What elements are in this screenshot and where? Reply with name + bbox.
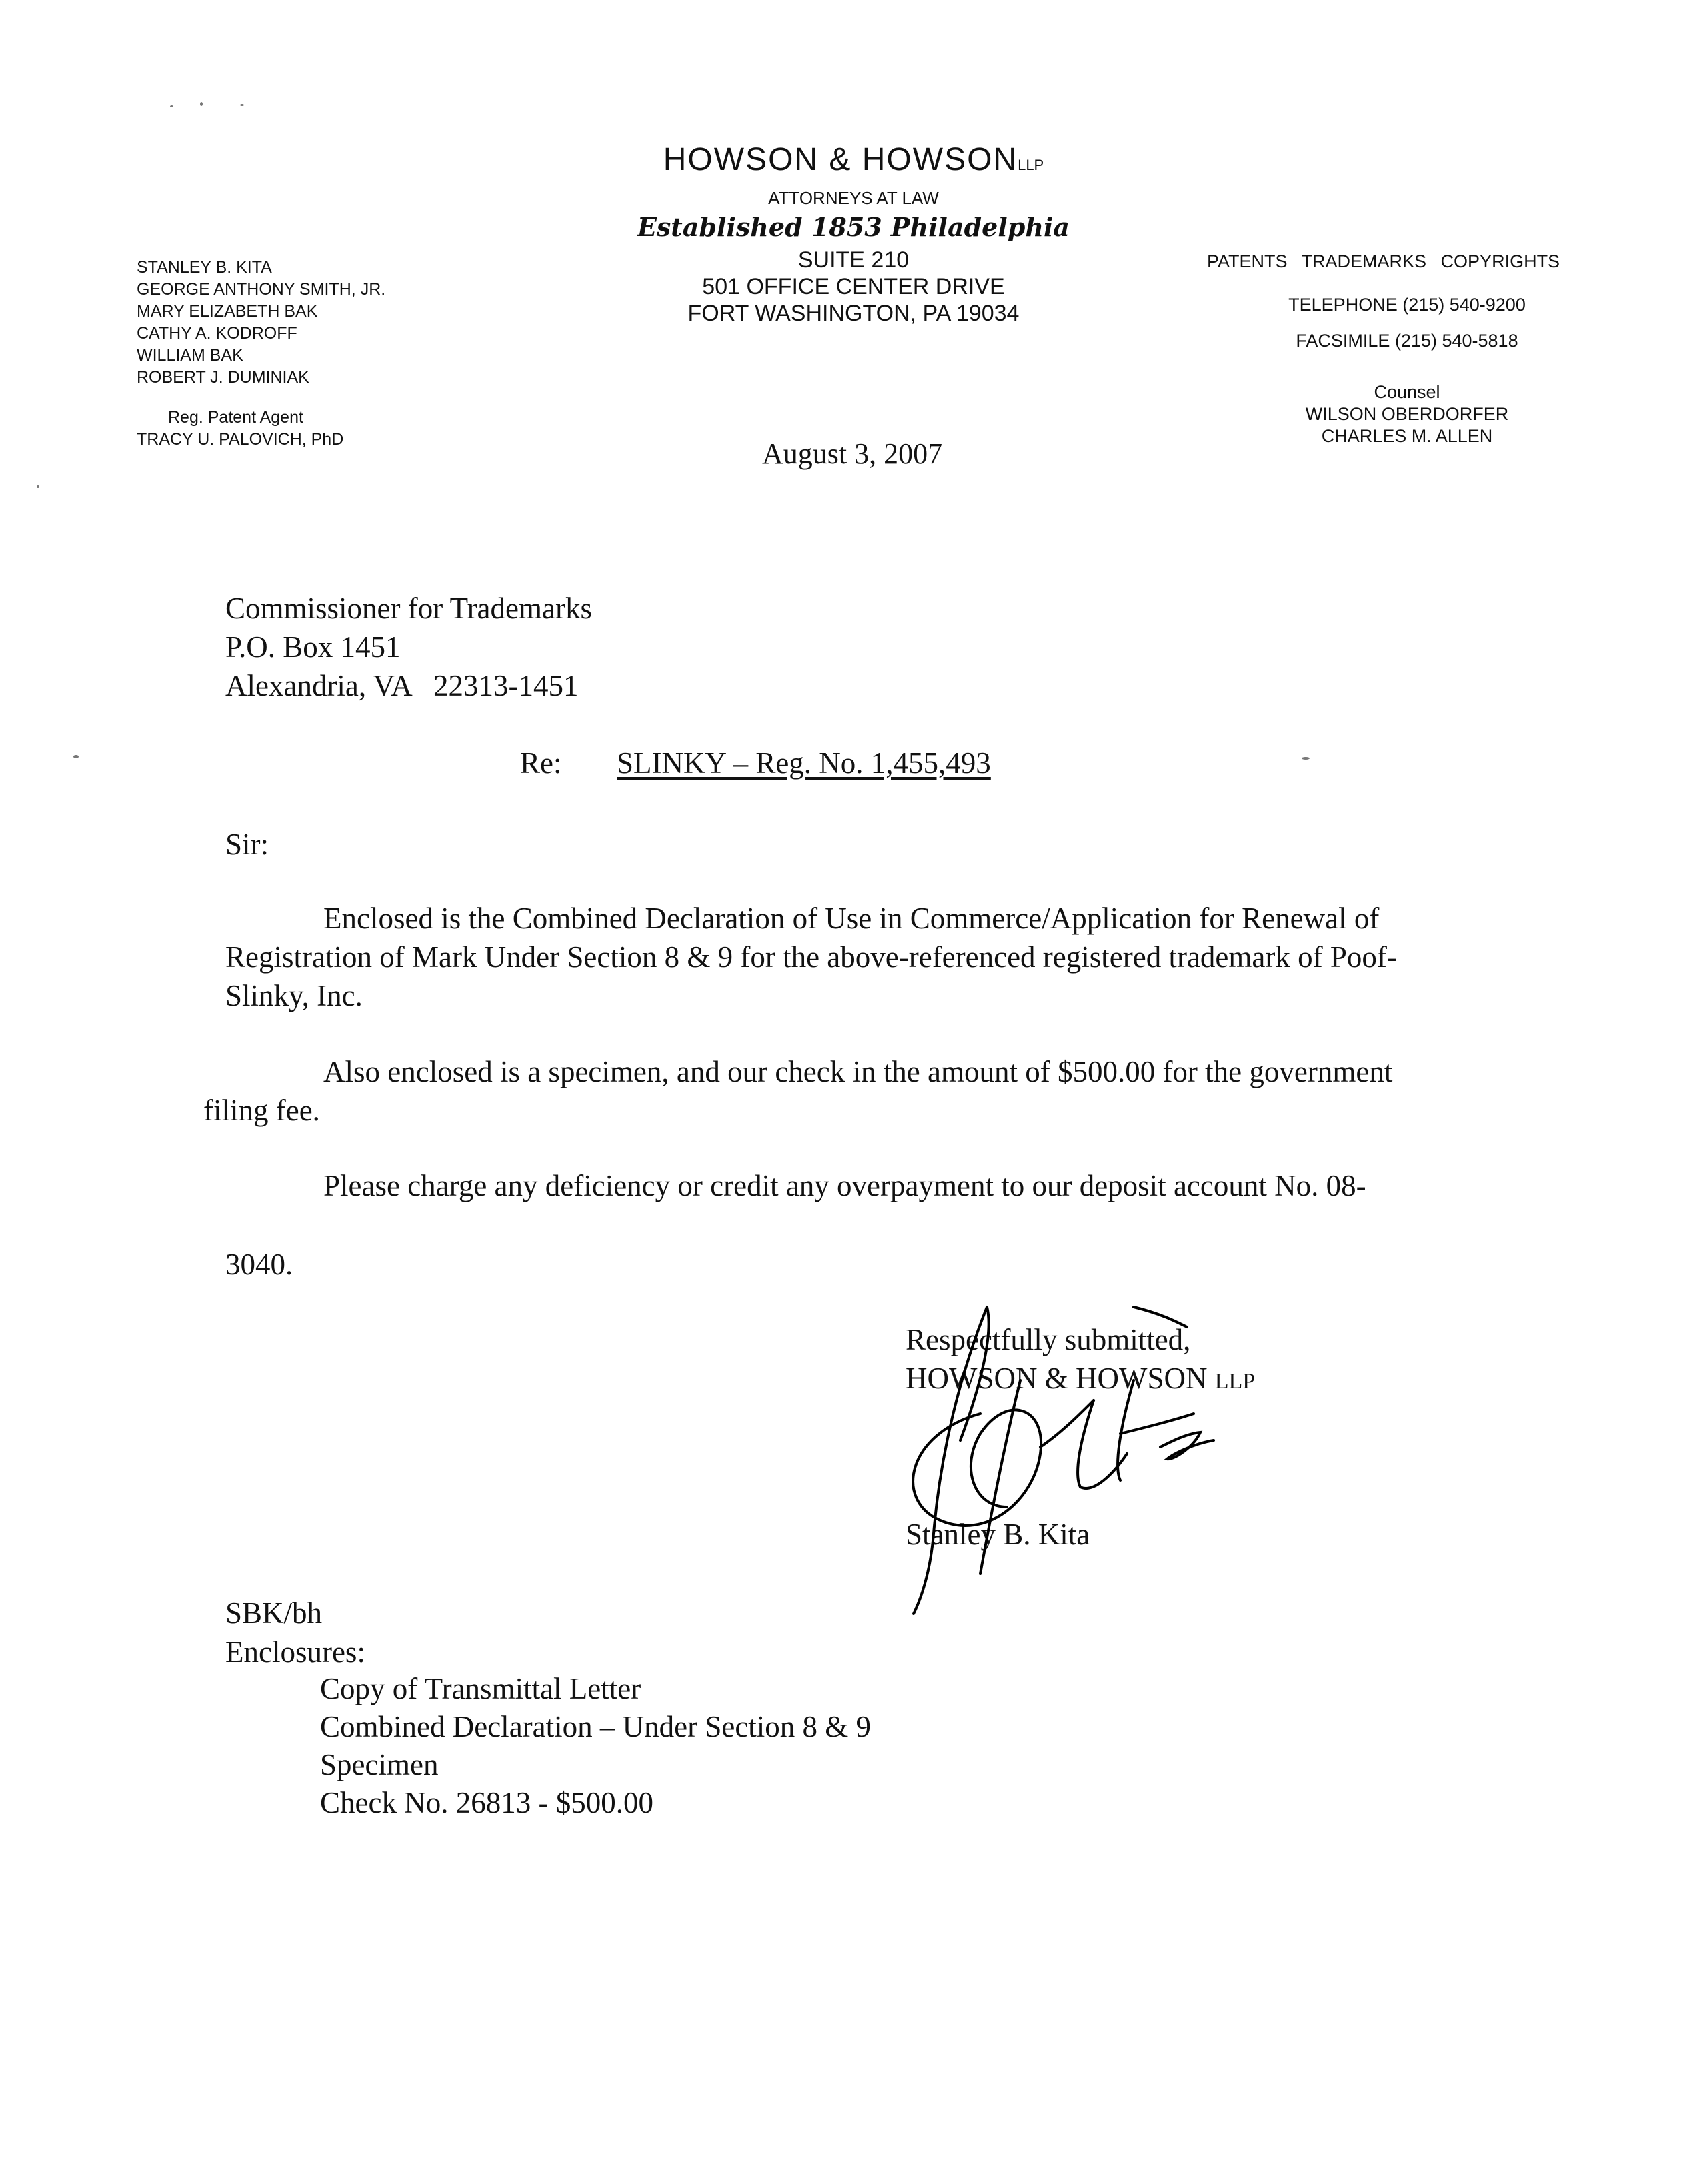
patent-agent-label: Reg. Patent Agent	[168, 408, 303, 427]
firm-services: PATENTS TRADEMARKS COPYRIGHTS	[1207, 251, 1560, 271]
enclosure-item: Check No. 26813 - $500.00	[320, 1786, 653, 1819]
firm-address-line: SUITE 210	[797, 247, 910, 273]
attorney-name: STANLEY B. KITA	[137, 258, 272, 277]
enclosure-item: Specimen	[320, 1748, 439, 1781]
attorney-name: CATHY A. KODROFF	[137, 324, 297, 343]
patent-agent-name: TRACY U. PALOVICH, PhD	[137, 430, 344, 449]
facsimile: FACSIMILE (215) 540-5818	[1296, 331, 1518, 351]
enclosure-list	[320, 1670, 871, 1822]
scan-speck	[200, 102, 203, 106]
attorney-name: MARY ELIZABETH BAK	[137, 302, 318, 321]
re-label: Re:	[520, 746, 562, 780]
scan-speck	[73, 755, 79, 758]
attorney-name: GEORGE ANTHONY SMITH, JR.	[137, 280, 386, 299]
scan-speck	[37, 485, 39, 488]
firm-suffix: LLP	[1018, 157, 1044, 173]
enclosures-label: Enclosures:	[225, 1635, 365, 1669]
enclosure-item: Combined Declaration – Under Section 8 & 9	[320, 1710, 872, 1743]
initials: SBK/bh	[225, 1596, 323, 1630]
firm-established: Established 1853 Philadelphia	[637, 212, 1070, 242]
counsel-name: WILSON OBERDORFER	[1305, 404, 1509, 424]
paragraph-line: Enclosed is the Combined Declaration of Use in Commerce/Application for Renewal of	[323, 902, 1380, 935]
closing-firm-suffix: LLP	[1214, 1369, 1256, 1394]
scan-speck	[1302, 757, 1310, 760]
addressee-line: Alexandria, VA 22313-1451	[225, 669, 579, 702]
firm-subtitle: ATTORNEYS AT LAW	[768, 188, 939, 208]
paragraph-deposit-cont: 3040.	[225, 1248, 293, 1281]
closing-line: Respectfully submitted,	[906, 1323, 1191, 1356]
attorney-name: ROBERT J. DUMINIAK	[137, 368, 309, 387]
addressee-line: P.O. Box 1451	[225, 630, 401, 664]
paragraph-line: Slinky, Inc.	[225, 979, 363, 1012]
paragraph-line: Registration of Mark Under Section 8 & 9 for the above-referenced registered trademark of Poof-	[225, 940, 1397, 974]
addressee-block	[225, 589, 592, 705]
counsel-label: Counsel	[1374, 382, 1440, 402]
signature-icon	[880, 1280, 1227, 1627]
enclosure-item: Copy of Transmittal Letter	[320, 1672, 641, 1705]
counsel-name: CHARLES M. ALLEN	[1321, 426, 1493, 446]
paragraph-also-enclosed	[203, 1052, 1510, 1130]
addressee-line: Commissioner for Trademarks	[225, 592, 592, 625]
paragraph-line: filing fee.	[203, 1094, 320, 1127]
paragraph-deposit: Please charge any deficiency or credit any overpayment to our deposit account No. 08-	[323, 1169, 1366, 1202]
re-subject: SLINKY – Reg. No. 1,455,493	[617, 746, 991, 780]
paragraph-line: Also enclosed is a specimen, and our check in the amount of $500.00 for the government	[323, 1055, 1393, 1088]
patent-agent	[137, 407, 343, 451]
signer-name: Stanley B. Kita	[906, 1518, 1090, 1551]
letter-date: August 3, 2007	[762, 437, 943, 470]
firm-address-line: FORT WASHINGTON, PA 19034	[687, 301, 1020, 326]
firm-address-line: 501 OFFICE CENTER DRIVE	[702, 274, 1005, 299]
attorney-name: WILLIAM BAK	[137, 346, 243, 365]
firm-name-text: HOWSON & HOWSON	[663, 142, 1018, 177]
firm-contact	[1200, 287, 1614, 359]
telephone: TELEPHONE (215) 540-9200	[1288, 295, 1526, 315]
initials-block	[225, 1594, 365, 1671]
scan-speck	[170, 105, 173, 107]
closing-firm-name: HOWSON & HOWSON	[906, 1362, 1208, 1395]
firm-name	[0, 141, 1707, 178]
paragraph-enclosed	[225, 899, 1492, 1015]
scan-speck	[240, 104, 244, 106]
salutation: Sir:	[225, 828, 269, 861]
counsel-block	[1254, 381, 1560, 447]
attorney-list	[137, 257, 385, 389]
